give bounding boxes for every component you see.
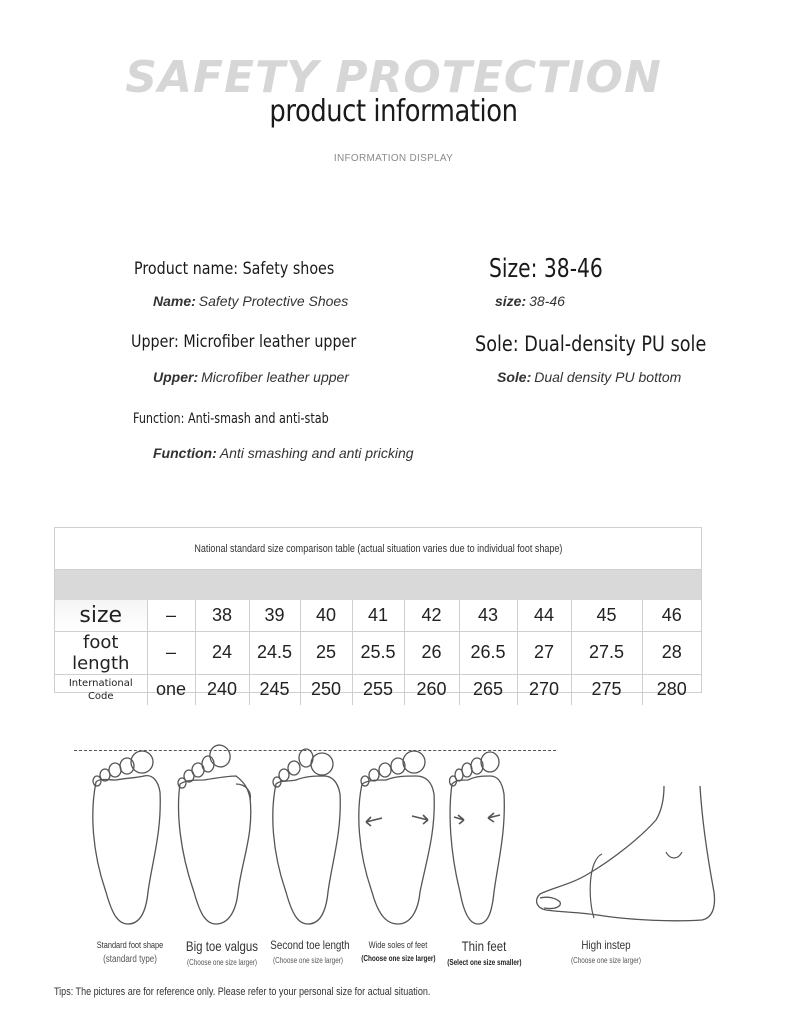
table-cell: 280 [642, 674, 701, 705]
table-cell: 26.5 [459, 631, 517, 674]
foot-label-standard [84, 940, 176, 965]
table-cell: 240 [195, 674, 249, 705]
standard-foot-illustration [86, 742, 166, 928]
table-cell: 41 [352, 600, 404, 631]
foot-label-high-instep [560, 938, 652, 965]
table-cell: 27.5 [571, 631, 642, 674]
thin-feet-illustration [444, 742, 510, 928]
wide-sole-illustration [354, 742, 440, 928]
table-cell: 25.5 [352, 631, 404, 674]
table-cell: 27 [517, 631, 571, 674]
table-cell: 245 [249, 674, 300, 705]
upper-detail [153, 369, 349, 385]
upper-value: Microfiber leather upper [201, 369, 349, 385]
table-cell: one [147, 674, 195, 705]
foot-name: High instep [581, 938, 631, 952]
foot-name: Thin feet [461, 938, 507, 954]
table-cell: 45 [571, 600, 642, 631]
table-row-foot-length [55, 631, 701, 674]
table-caption [55, 528, 701, 570]
foot-label-big-toe-valgus [176, 938, 268, 967]
table-cell: 24.5 [249, 631, 300, 674]
big-toe-valgus-illustration [174, 742, 258, 928]
size-value: 38-46 [529, 293, 565, 309]
size-heading: Size: 38-46 [489, 254, 603, 284]
upper-heading: Upper: Microfiber leather upper [131, 332, 357, 352]
foot-note: (Choose one size larger) [186, 958, 258, 967]
size-comparison-table [54, 527, 702, 702]
table-row-international-code [55, 674, 701, 705]
table-cell: – [147, 631, 195, 674]
foot-name: Wide soles of feet [368, 940, 428, 950]
function-value: Anti smashing and anti pricking [219, 445, 414, 461]
foot-name: Standard foot shape [96, 940, 164, 950]
table-cell: – [147, 600, 195, 631]
foot-note: (Choose one size larger) [361, 954, 436, 963]
table-cell: 46 [642, 600, 701, 631]
table-cell: 39 [249, 600, 300, 631]
second-toe-length-illustration [266, 742, 346, 928]
product-name-heading: Product name: Safety shoes [134, 259, 335, 279]
tips-text: Tips: The pictures are for reference only. Please refer to your personal size for actual situation. [54, 986, 431, 998]
table-cell: 255 [352, 674, 404, 705]
foot-label-second-toe [262, 938, 354, 965]
foot-note: (Choose one size larger) [570, 956, 642, 965]
table-cell: 250 [300, 674, 352, 705]
foot-name: Second toe length [270, 938, 350, 952]
foot-note: (Select one size smaller) [447, 958, 522, 967]
table-cell: 260 [404, 674, 459, 705]
table-cell: 25 [300, 631, 352, 674]
size-detail [495, 293, 565, 309]
foot-label-wide-sole [352, 940, 444, 963]
size-label: size: [495, 293, 527, 309]
table-cell: 44 [517, 600, 571, 631]
function-detail [153, 445, 414, 461]
table-row-size [55, 600, 701, 631]
foot-note: (standard type) [103, 954, 157, 965]
sole-detail [497, 369, 681, 385]
table-cell: 28 [642, 631, 701, 674]
function-label: Function: [153, 445, 217, 461]
table-cell: 38 [195, 600, 249, 631]
table-cell: 26 [404, 631, 459, 674]
row-label-foot-length: foot length [55, 631, 147, 674]
table-cell: 42 [404, 600, 459, 631]
page-title: product information [269, 94, 518, 129]
sole-heading: Sole: Dual-density PU sole [475, 332, 707, 356]
row-label-international-code: International Code [55, 674, 147, 705]
table-cell: 270 [517, 674, 571, 705]
size-table [55, 600, 701, 705]
table-header-band [55, 570, 701, 600]
sole-label: Sole: [497, 369, 532, 385]
product-name-detail [153, 293, 348, 309]
table-cell: 43 [459, 600, 517, 631]
foot-name: Big toe valgus [185, 938, 259, 954]
table-cell: 265 [459, 674, 517, 705]
table-cell: 40 [300, 600, 352, 631]
table-cell: 24 [195, 631, 249, 674]
foot-label-thin-feet [438, 938, 530, 967]
sole-value: Dual density PU bottom [534, 369, 682, 385]
upper-label: Upper: [153, 369, 199, 385]
foot-note: (Choose one size larger) [272, 956, 344, 965]
function-heading: Function: Anti-smash and anti-stab [133, 411, 329, 427]
table-cell: 275 [571, 674, 642, 705]
watermark-text: SAFETY PROTECTION [125, 52, 662, 103]
page-subtitle: INFORMATION DISPLAY [333, 153, 454, 164]
table-caption-text: National standard size comparison table (actual situation varies due to individual foot shape) [193, 542, 563, 555]
high-instep-illustration [532, 780, 722, 930]
product-name-label: Name: [153, 293, 196, 309]
row-label-size: size [55, 600, 147, 631]
product-name-value: Safety Protective Shoes [198, 293, 349, 309]
